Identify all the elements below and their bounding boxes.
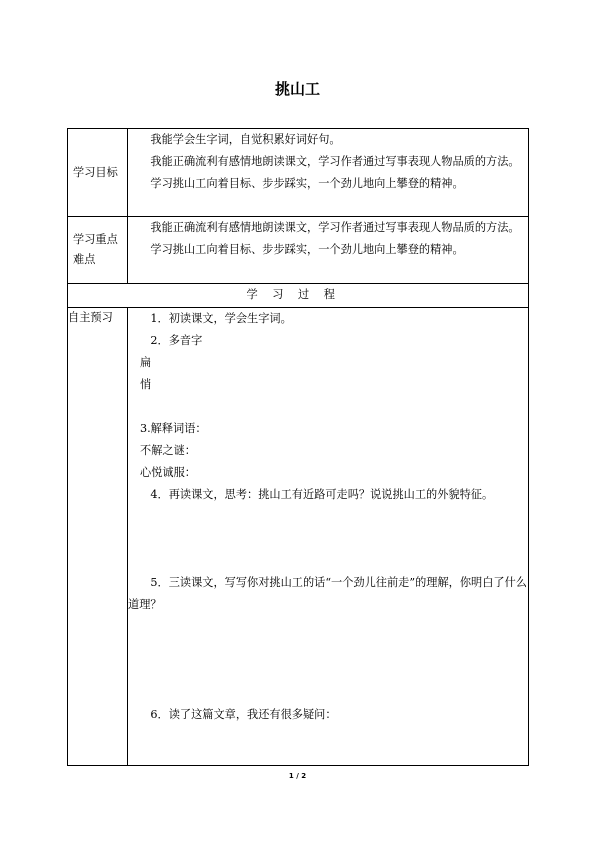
goals-label: 学习目标 bbox=[68, 129, 128, 217]
focus-content bbox=[128, 217, 529, 284]
polyphone-char: 悄 bbox=[140, 378, 152, 391]
page-number: 1 / 2 bbox=[288, 772, 307, 780]
lesson-plan-table bbox=[67, 128, 529, 766]
preview-row bbox=[68, 308, 529, 766]
preview-content bbox=[128, 308, 529, 766]
goals-row bbox=[68, 129, 529, 217]
process-header: 学习过程 bbox=[68, 284, 529, 308]
question-1: 1．初读课文，学会生字词。 bbox=[150, 312, 292, 325]
preview-label: 自主预习 bbox=[68, 308, 128, 766]
question-4: 4．再读课文，思考：挑山工有近路可走吗？说说挑山工的外貌特征。 bbox=[150, 488, 494, 501]
vocab-term: 心悦诚服： bbox=[140, 466, 196, 479]
vocab-term: 不解之谜： bbox=[140, 444, 196, 457]
goal-line: 我能正确流利有感情地朗读课文，学习作者通过写事表现人物品质的方法。 bbox=[150, 155, 520, 168]
polyphone-char: 扁 bbox=[140, 356, 152, 369]
focus-line: 我能正确流利有感情地朗读课文，学习作者通过写事表现人物品质的方法。 bbox=[150, 221, 520, 234]
question-6: 6．读了这篇文章，我还有很多疑问： bbox=[150, 708, 337, 721]
question-2: 2．多音字 bbox=[150, 334, 203, 347]
goals-content bbox=[128, 129, 529, 217]
page-title: 挑山工 bbox=[274, 80, 320, 98]
process-header-row bbox=[68, 284, 529, 308]
focus-line: 学习挑山工向着目标、步步踩实，一个劲儿地向上攀登的精神。 bbox=[150, 243, 464, 256]
focus-label: 学习重点难点 bbox=[68, 217, 128, 284]
goal-line: 我能学会生字词，自觉积累好词好句。 bbox=[150, 133, 341, 146]
goal-line: 学习挑山工向着目标、步步踩实，一个劲儿地向上攀登的精神。 bbox=[150, 177, 464, 190]
focus-row bbox=[68, 217, 529, 284]
question-5: 5．三读课文，写写你对挑山工的话“一个劲儿往前走”的理解，你明白了什么道理？ bbox=[128, 576, 527, 611]
question-3: 3.解释词语： bbox=[140, 422, 207, 435]
